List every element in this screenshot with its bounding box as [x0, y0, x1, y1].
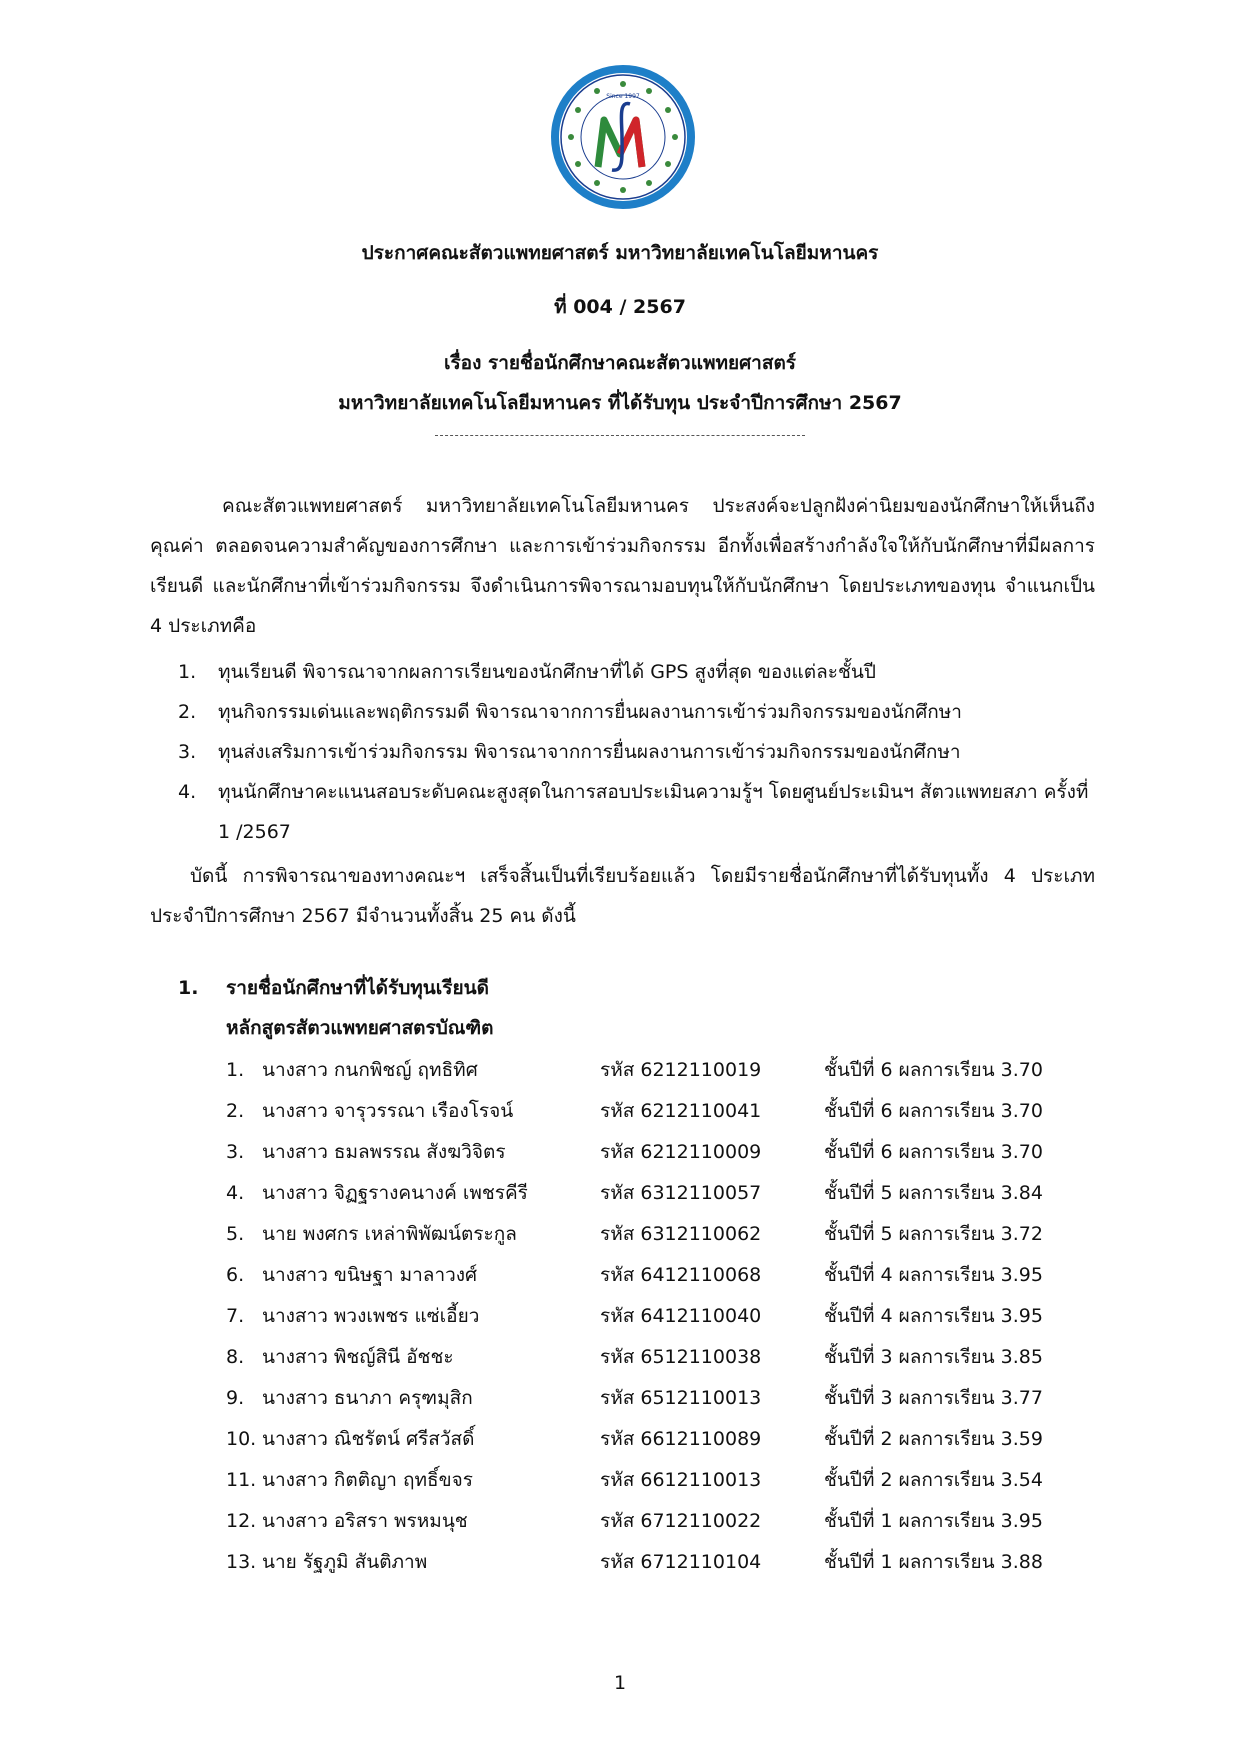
student-name: นางสาว อริสรา พรหมนุช: [262, 1510, 468, 1532]
student-year-gpa: ชั้นปีที่ 1 ผลการเรียน 3.95: [824, 1510, 1043, 1532]
student-year-gpa: ชั้นปีที่ 1 ผลการเรียน 3.88: [824, 1551, 1043, 1573]
list-item: [178, 772, 1098, 852]
student-row: [226, 1132, 1126, 1172]
divider: [435, 435, 805, 436]
list-item: [178, 652, 1098, 692]
student-year-gpa: ชั้นปีที่ 6 ผลการเรียน 3.70: [824, 1100, 1043, 1122]
student-number: 2.: [226, 1100, 245, 1122]
student-year-gpa: ชั้นปีที่ 3 ผลการเรียน 3.85: [824, 1346, 1043, 1368]
student-name: นางสาว ธมลพรรณ สังฆวิจิตร: [262, 1141, 506, 1163]
student-code: รหัส 6612110089: [600, 1428, 762, 1450]
student-row: [226, 1419, 1126, 1459]
list-item-text: ทุนเรียนดี พิจารณาจากผลการเรียนของนักศึกษาที่ได้ GPS สูงที่สุด ของแต่ละชั้นปี: [218, 661, 876, 683]
student-row: [226, 1337, 1126, 1377]
section-title: รายชื่อนักศึกษาที่ได้รับทุนเรียนดี: [226, 977, 489, 999]
student-year-gpa: ชั้นปีที่ 5 ผลการเรียน 3.72: [824, 1223, 1043, 1245]
logo-since-text: Since 1997: [606, 93, 640, 100]
student-code: รหัส 6312110057: [600, 1182, 762, 1204]
student-code: รหัส 6412110040: [600, 1305, 762, 1327]
announcement-title: ประกาศคณะสัตวแพทยศาสตร์ มหาวิทยาลัยเทคโนโลยีมหานคร: [361, 242, 879, 264]
student-code: รหัส 6212110019: [600, 1059, 762, 1081]
announcement-subject-line2: มหาวิทยาลัยเทคโนโลยีมหานคร ที่ได้รับทุน ประจำปีการศึกษา 2567: [338, 392, 902, 414]
announcement-subject-line1: เรื่อง รายชื่อนักศึกษาคณะสัตวแพทยศาสตร์: [443, 352, 796, 374]
student-name: นางสาว ณิชรัตน์ ศรีสวัสดิ์: [262, 1428, 475, 1450]
student-year-gpa: ชั้นปีที่ 3 ผลการเรียน 3.77: [824, 1387, 1043, 1409]
scholarship-type-list: [178, 652, 1098, 852]
student-row: [226, 1542, 1126, 1582]
list-item: [178, 692, 1098, 732]
student-number: 12.: [226, 1510, 257, 1532]
student-name: นาย พงศกร เหล่าพิพัฒน์ตระกูล: [262, 1223, 517, 1245]
student-row: [226, 1378, 1126, 1418]
student-number: 11.: [226, 1469, 257, 1491]
student-name: นางสาว พวงเพชร แซ่เอี้ยว: [262, 1305, 480, 1327]
page-number: 1: [613, 1672, 627, 1694]
student-code: รหัส 6212110009: [600, 1141, 762, 1163]
student-name: นางสาว ขนิษฐา มาลาวงศ์: [262, 1264, 478, 1286]
student-year-gpa: ชั้นปีที่ 4 ผลการเรียน 3.95: [824, 1305, 1043, 1327]
student-code: รหัส 6712110104: [600, 1551, 762, 1573]
list-item-text: ทุนกิจกรรมเด่นและพฤติกรรมดี พิจารณาจากการยื่นผลงานการเข้าร่วมกิจกรรมของนักศึกษา: [218, 701, 962, 723]
closing-paragraph: บัดนี้ การพิจารณาของทางคณะฯ เสร็จสิ้นเป็นที่เรียบร้อยแล้ว โดยมีรายชื่อนักศึกษาที่ได้รับทุนทั้ง 4 ประเภท ประจำปีการศึกษา 2567 มีจำนวนทั้งสิ้น 25 คน ดังนี้: [150, 865, 1095, 927]
list-item-number: 4.: [178, 781, 197, 803]
student-name: นางสาว กิตติญา ฤทธิ์ขจร: [262, 1469, 473, 1491]
announcement-number: ที่ 004 / 2567: [554, 296, 686, 318]
section-number: 1.: [178, 977, 199, 999]
student-year-gpa: ชั้นปีที่ 6 ผลการเรียน 3.70: [824, 1141, 1043, 1163]
student-year-gpa: ชั้นปีที่ 2 ผลการเรียน 3.54: [824, 1469, 1043, 1491]
student-name: นางสาว ธนาภา ครุฑมุสิก: [262, 1387, 473, 1409]
list-item-number: 2.: [178, 701, 197, 723]
program-heading: หลักสูตรสัตวแพทยศาสตรบัณฑิต: [226, 1017, 494, 1039]
student-code: รหัส 6512110038: [600, 1346, 762, 1368]
student-name: นางสาว กนกพิชญ์ ฤทธิทิศ: [262, 1059, 478, 1081]
student-number: 9.: [226, 1387, 245, 1409]
student-row: [226, 1214, 1126, 1254]
student-row: [226, 1501, 1126, 1541]
student-number: 6.: [226, 1264, 245, 1286]
student-number: 7.: [226, 1305, 245, 1327]
student-number: 1.: [226, 1059, 245, 1081]
student-number: 5.: [226, 1223, 245, 1245]
student-row: [226, 1255, 1126, 1295]
faculty-logo: [548, 62, 698, 212]
list-item-text: ทุนนักศึกษาคะแนนสอบระดับคณะสูงสุดในการสอบประเมินความรู้ฯ โดยศูนย์ประเมินฯ สัตวแพทยสภา ครั้งที่ 1 /2567: [218, 781, 1089, 843]
list-item-number: 1.: [178, 661, 197, 683]
student-number: 10.: [226, 1428, 257, 1450]
student-name: นางสาว จารุวรรณา เรืองโรจน์: [262, 1100, 514, 1122]
list-item: [178, 732, 1098, 772]
student-number: 4.: [226, 1182, 245, 1204]
list-item-number: 3.: [178, 741, 197, 763]
student-name: นาย รัฐภูมิ สันติภาพ: [262, 1551, 428, 1573]
student-year-gpa: ชั้นปีที่ 4 ผลการเรียน 3.95: [824, 1264, 1043, 1286]
student-name: นางสาว จิฏฐรางคนางค์ เพชรคีรี: [262, 1182, 528, 1204]
student-year-gpa: ชั้นปีที่ 2 ผลการเรียน 3.59: [824, 1428, 1043, 1450]
student-row: [226, 1460, 1126, 1500]
student-name: นางสาว พิชญ์สินี อัชชะ: [262, 1346, 454, 1368]
student-year-gpa: ชั้นปีที่ 6 ผลการเรียน 3.70: [824, 1059, 1043, 1081]
intro-paragraph: คณะสัตวแพทยศาสตร์ มหาวิทยาลัยเทคโนโลยีมหานคร ประสงค์จะปลูกฝังค่านิยมของนักศึกษาให้เห็นถึงคุณค่า ตลอดจนความสำคัญของการศึกษา และการเข้าร่วมกิจกรรม อีกทั้งเพื่อสร้างกำลังใจให้กับนักศึกษาที่มีผลการเรียนดี และนักศึกษาที่เข้าร่วมกิจกรรม จึงดำเนินการพิจารณามอบทุนให้กับนักศึกษา โดยประเภทของทุน จำแนกเป็น 4 ประเภทคือ: [150, 495, 1095, 637]
student-code: รหัส 6312110062: [600, 1223, 762, 1245]
section-heading: [178, 968, 489, 1008]
student-number: 13.: [226, 1551, 257, 1573]
student-row: [226, 1173, 1126, 1213]
student-code: รหัส 6412110068: [600, 1264, 762, 1286]
student-row: [226, 1091, 1126, 1131]
list-item-text: ทุนส่งเสริมการเข้าร่วมกิจกรรม พิจารณาจากการยื่นผลงานการเข้าร่วมกิจกรรมของนักศึกษา: [218, 741, 961, 763]
student-row: [226, 1296, 1126, 1336]
student-number: 3.: [226, 1141, 245, 1163]
student-year-gpa: ชั้นปีที่ 5 ผลการเรียน 3.84: [824, 1182, 1043, 1204]
student-code: รหัส 6612110013: [600, 1469, 762, 1491]
student-code: รหัส 6712110022: [600, 1510, 762, 1532]
student-number: 8.: [226, 1346, 245, 1368]
student-code: รหัส 6512110013: [600, 1387, 762, 1409]
student-code: รหัส 6212110041: [600, 1100, 762, 1122]
student-row: [226, 1050, 1126, 1090]
